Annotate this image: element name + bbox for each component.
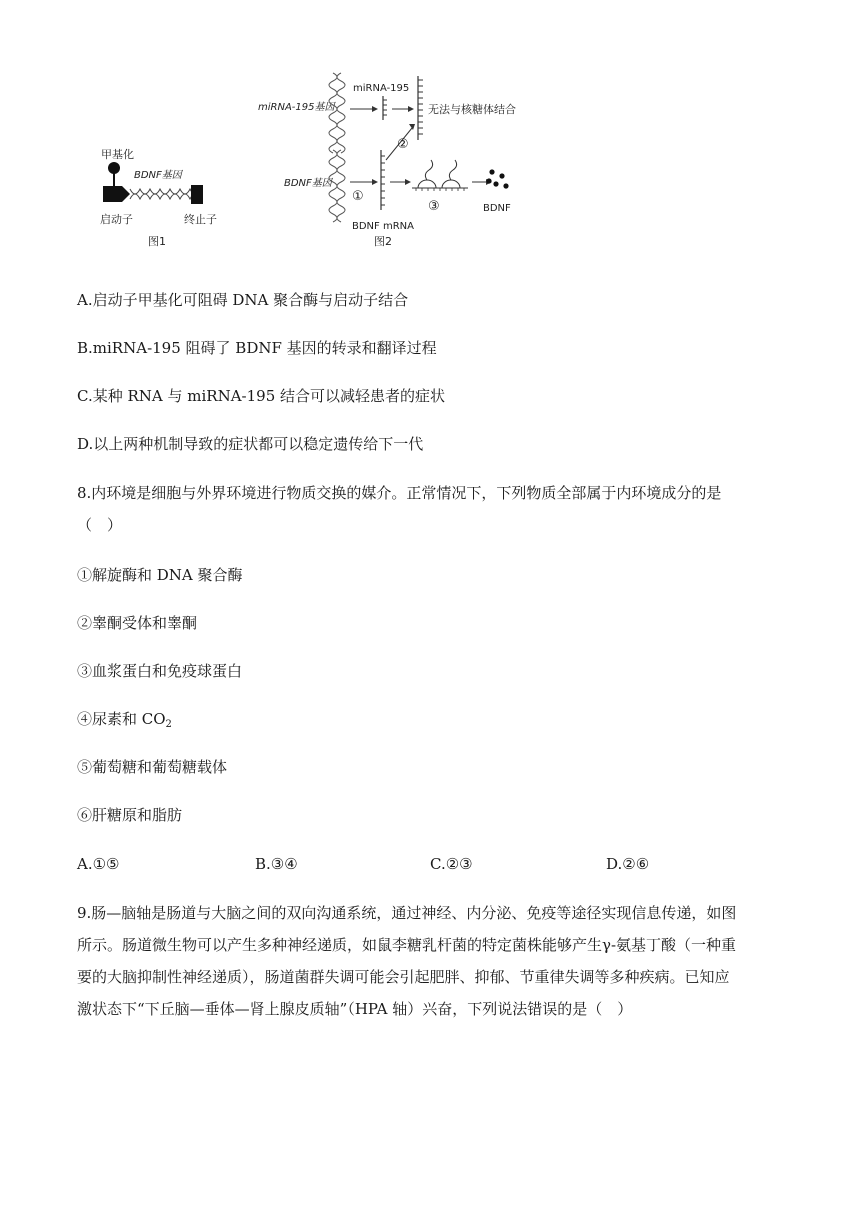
q7-option-b: B.miRNA-195 阻碍了 BDNF 基因的转录和翻译过程 bbox=[77, 339, 437, 357]
q8-item-2: ②睾酮受体和睾酮 bbox=[77, 614, 198, 632]
fig2-bdnf-gene-label: BDNF基因 bbox=[284, 178, 332, 189]
q8-item-4 bbox=[77, 708, 172, 736]
fig2-protein-label: BDNF bbox=[483, 203, 511, 214]
q7-option-d: D.以上两种机制导致的症状都可以稳定遗传给下一代 bbox=[77, 435, 424, 453]
q8-option-a: A.①⑤ bbox=[77, 855, 120, 873]
fig1-promoter-arrow bbox=[103, 186, 130, 202]
fig2-ribosome bbox=[442, 180, 460, 188]
q8-item-5: ⑤葡萄糖和葡萄糖载体 bbox=[77, 758, 228, 776]
fig2-polypeptide bbox=[449, 160, 456, 180]
fig2-step2-label: ② bbox=[397, 137, 409, 152]
fig2-protein-dot bbox=[499, 173, 504, 178]
fig1-terminator-block bbox=[191, 185, 203, 204]
fig2-step3-label: ③ bbox=[428, 199, 440, 214]
q9-line-1: 9.肠—脑轴是肠道与大脑之间的双向沟通系统，通过神经、内分泌、免疫等途径实现信息传递，如图 bbox=[77, 904, 737, 922]
co2-subscript: 2 bbox=[165, 719, 172, 730]
q8-option-d: D.②⑥ bbox=[606, 855, 650, 873]
q8-item-1: ①解旋酶和 DNA 聚合酶 bbox=[77, 566, 243, 584]
fig2-step1-label: ① bbox=[352, 189, 364, 204]
q9-line-3: 要的大脑抑制性神经递质），肠道菌群失调可能会引起肥胖、抑郁、节重律失调等多种疾病。已知应 bbox=[77, 968, 730, 986]
fig2-protein-dot bbox=[486, 178, 491, 183]
fig1-methylation-label: 甲基化 bbox=[101, 148, 134, 161]
fig2-caption: 图2 bbox=[374, 235, 392, 248]
q8-stem-line1: 8.内环境是细胞与外界环境进行物质交换的媒介。正常情况下，下列物质全部属于内环境成分的是 bbox=[77, 484, 722, 502]
q7-option-c: C.某种 RNA 与 miRNA-195 结合可以减轻患者的症状 bbox=[77, 387, 446, 405]
q8-stem-line2: （ ） bbox=[77, 516, 123, 534]
q9-line-2: 所示。肠道微生物可以产生多种神经递质，如鼠李糖乳杆菌的特定菌株能够产生γ-氨基丁酸（一种重 bbox=[77, 936, 737, 954]
gene-regulation-figure bbox=[0, 0, 860, 260]
q8-option-b: B.③④ bbox=[255, 855, 298, 873]
fig2-arrowhead bbox=[372, 179, 378, 185]
q8-item-6: ⑥肝糖原和脂肪 bbox=[77, 806, 183, 824]
q7-option-a: A.启动子甲基化可阻碍 DNA 聚合酶与启动子结合 bbox=[77, 291, 409, 309]
q8-option-c: C.②③ bbox=[430, 855, 473, 873]
fig2-polypeptide bbox=[425, 160, 432, 180]
q8-item-3: ③血浆蛋白和免疫球蛋白 bbox=[77, 662, 243, 680]
fig1-promoter-label: 启动子 bbox=[100, 213, 133, 226]
fig2-protein-dot bbox=[489, 169, 494, 174]
fig2-mirna-dna bbox=[329, 73, 345, 153]
fig1-dna-helix bbox=[130, 189, 200, 199]
fig2-mirna-gene-label: miRNA-195基因 bbox=[258, 102, 335, 113]
fig2-protein-dot bbox=[493, 181, 498, 186]
fig1-caption: 图1 bbox=[148, 235, 166, 248]
q8-item-4-text: ④尿素和 CO bbox=[77, 710, 166, 728]
fig1-terminator-label: 终止子 bbox=[184, 213, 217, 226]
fig2-arrowhead bbox=[372, 106, 378, 112]
fig2-hybrid-ticks bbox=[418, 80, 423, 134]
fig2-mrna-label: BDNF mRNA bbox=[352, 221, 414, 232]
fig1-methyl-group bbox=[108, 162, 120, 174]
q9-line-4: 激状态下“下丘脑—垂体—肾上腺皮质轴”（HPA 轴）兴奋，下列说法错误的是（ ） bbox=[77, 1000, 633, 1018]
fig1-gene-label: BDNF基因 bbox=[134, 170, 182, 181]
fig2-ribosome bbox=[418, 180, 436, 188]
fig2-protein-dot bbox=[503, 183, 508, 188]
fig2-arrowhead bbox=[408, 106, 414, 112]
fig2-no-bind-label: 无法与核糖体结合 bbox=[428, 103, 516, 116]
fig2-mirna-label: miRNA-195 bbox=[353, 83, 410, 94]
fig2-arrowhead bbox=[405, 179, 411, 185]
fig2-arrowhead bbox=[409, 124, 415, 130]
